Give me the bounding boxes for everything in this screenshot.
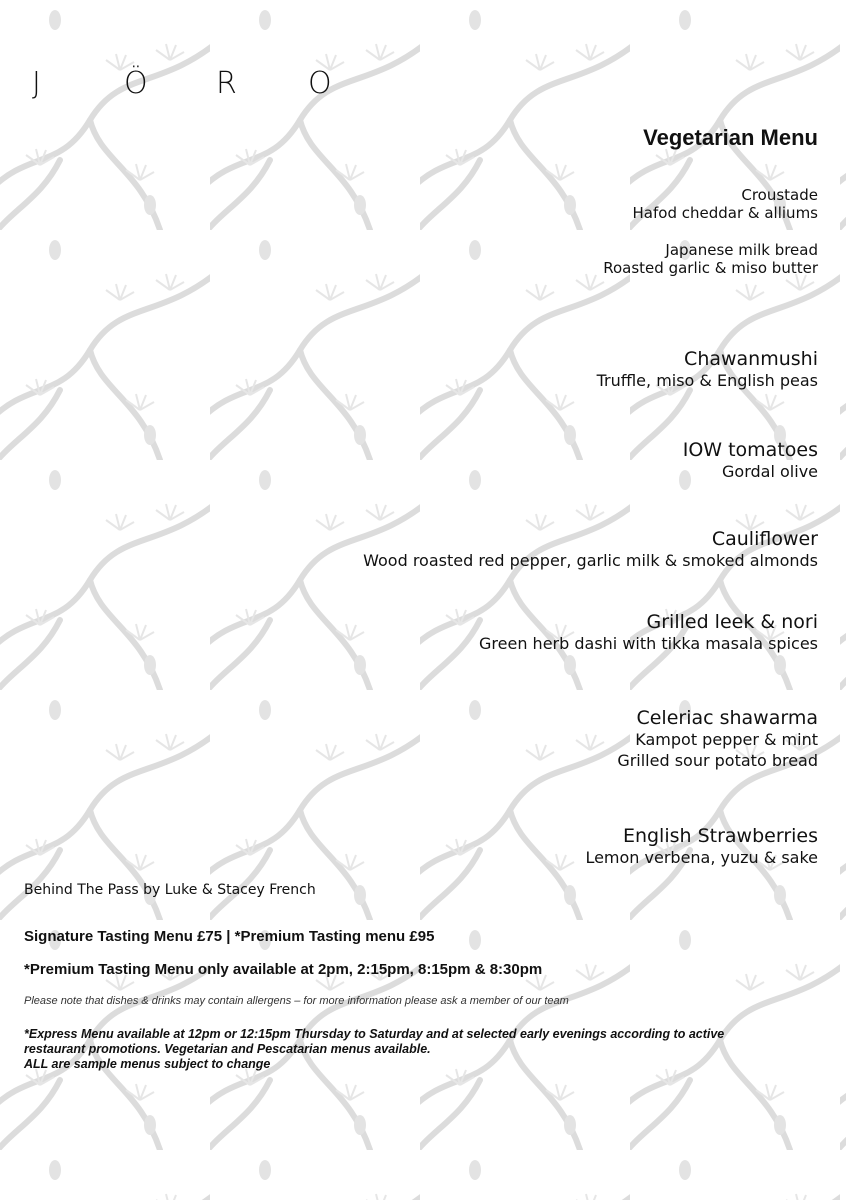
- express-note-line: restaurant promotions. Vegetarian and Pescatarian menus available.: [24, 1042, 431, 1056]
- course-description: Hafod cheddar & alliums: [632, 204, 818, 222]
- express-note-line: ALL are sample menus subject to change: [24, 1057, 271, 1071]
- course-description: Kampot pepper & mint: [635, 730, 818, 749]
- restaurant-logo: [32, 66, 400, 101]
- course-description: Grilled sour potato bread: [617, 751, 818, 770]
- chef-byline: Behind The Pass by Luke & Stacey French: [24, 882, 316, 898]
- premium-availability-note: *Premium Tasting Menu only available at 2pm, 2:15pm, 8:15pm & 8:30pm: [24, 961, 543, 978]
- logo-letter: O: [308, 66, 332, 101]
- course-croustade: [633, 186, 818, 222]
- course-cauliflower: [363, 528, 818, 571]
- course-name: Grilled leek & nori: [646, 611, 818, 633]
- course-leek-nori: [479, 611, 818, 654]
- course-milk-bread: [603, 241, 818, 277]
- course-description: Wood roasted red pepper, garlic milk & smoked almonds: [363, 551, 818, 570]
- course-celeriac: [617, 707, 818, 771]
- logo-letter: R: [216, 66, 237, 101]
- course-description: Roasted garlic & miso butter: [603, 259, 818, 277]
- course-name: Chawanmushi: [684, 348, 818, 370]
- menu-title: Vegetarian Menu: [643, 125, 818, 150]
- course-description: Gordal olive: [722, 462, 818, 481]
- course-tomatoes: [683, 439, 818, 482]
- course-name: Cauliflower: [711, 528, 818, 550]
- course-chawanmushi: [597, 348, 818, 391]
- course-description: Green herb dashi with tikka masala spices: [479, 634, 818, 653]
- allergen-note: Please note that dishes & drinks may contain allergens – for more information please ask a member of our team: [24, 995, 569, 1007]
- course-name: Croustade: [741, 186, 818, 204]
- course-description: Lemon verbena, yuzu & sake: [585, 848, 818, 867]
- course-name: Celeriac shawarma: [636, 707, 818, 729]
- course-name: IOW tomatoes: [682, 439, 818, 461]
- course-name: Japanese milk bread: [665, 241, 818, 259]
- express-menu-note: [24, 1027, 804, 1072]
- course-name: English Strawberries: [622, 825, 818, 847]
- express-note-line: *Express Menu available at 12pm or 12:15pm Thursday to Saturday and at selected early evenings according to active: [24, 1027, 725, 1041]
- course-strawberries: [585, 825, 818, 868]
- course-description: Truffle, miso & English peas: [596, 371, 818, 390]
- pricing-line: Signature Tasting Menu £75 | *Premium Tasting menu £95: [24, 928, 435, 945]
- logo-letter: J: [32, 66, 41, 101]
- logo-letter: Ö: [124, 66, 148, 101]
